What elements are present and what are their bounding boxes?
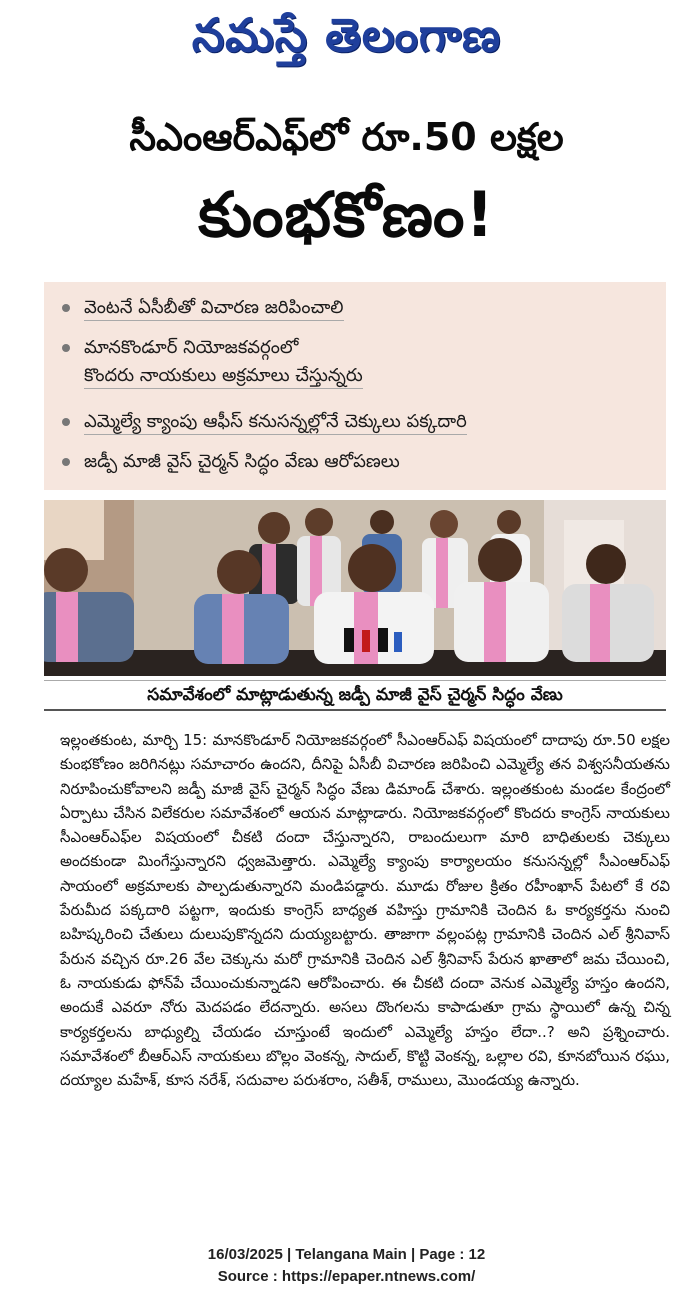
article-headline: కుంభకోణం!: [198, 178, 495, 251]
source-label: Source :: [217, 1268, 282, 1285]
bullet-icon: [62, 344, 70, 352]
highlight-text: ఎమ్మెల్యే క్యాంపు ఆఫీస్ కనుసన్నల్లోనే చెక్కులు పక్కదారి: [84, 411, 467, 435]
publication-meta: 16/03/2025 | Telangana Main | Page : 12: [207, 1246, 486, 1263]
highlights-box: [44, 282, 666, 490]
article-paragraph: ఇల్లంతకుంట, మార్చి 15: మానకొండూర్ నియోజకవర్గంలో సీఎంఆర్ఎఫ్ విషయంలో దాదాపు రూ.50 లక్షల కుంభకోణం జరిగినట్లు సమాచారం ఉందని, దీనిపై ఏసీబీ విచారణ జరిపించి ఎమ్మెల్యే తన విశ్వసనీయతను నిరూపించుకోవాలని జడ్పీ మాజీ వైస్ చైర్మన్ సిద్ధం వేణు డిమాండ్ చేశారు. ఇల్లంతకుంట మండల కేంద్రంలో ఏర్పాటు చేసిన విలేకరుల సమావేశంలో ఆయన మాట్లాడారు. నియోజకవర్గంలో కొందరు కాంగ్రెస్ నాయకులు సీఎంఆర్ఎఫ్‌ల విషయంలో చీకటి దందా చేస్తున్నారని, రాబందులుగా మారి బాధితులకు చెక్కులు అందకుండా మింగేస్తున్నారని ధ్వజమెత్తారు. ఎమ్మెల్యే క్యాంపు కార్యాలయం కనుసన్నల్లో సీఎంఆర్ఎఫ్ సాయంలో అక్రమాలకు పాల్పడుతున్నారని మండిపడ్డారు. మూడు రోజుల క్రితం రహీంఖాన్ పేటలో కే రవి పేరుమీద పక్కదారి పట్టగా, ఇందుకు కాంగ్రెస్ బాధ్యత వహిస్తు గ్రామానికి చెందిన ఓ కార్యకర్తను నుంచి బహిష్కరించి చేతులు దులుపుకొన్నదని దుయ్యబట్టారు. తాజాగా వల్లంపట్ల గ్రామానికి చెందిన ఎల్ శ్రీనివాస్ పేరున వచ్చిన రూ.26 వేల చెక్కును మరో గ్రామానికి చెందిన ఎల్ శ్రీనివాస్ పేరున ఖాతాలో జమ చేయించి, ఓ నాయకుడు ఫోన్‌పే చేయించుకున్నాడని ఆరోపించారు. ఈ చీకటి దందా వెనుక ఎమ్మెల్యే హస్తం ఉందని, అందుకే ఎవరూ నోరు మెదపడం లేదన్నారు. అసలు దొంగలను కాపాడుతూ గ్రామ స్థాయిలో ఉన్న చిన్న కార్యకర్తలను బాధ్యుల్ని చేయడం చూస్తుంటే ఇందులో ఎమ్మెల్యే హస్తం లేదా..? అని ప్రశ్నించారు. సమావేశంలో బీఆర్ఎస్ నాయకులు బొల్లం వెంకన్న, సాదుల్, కొట్టి వెంకన్న, ఒల్లాల రవి, కూనబోయిన రఘు, దయ్యాల మహేశ్, కూస నరేశ్, సదువాల పరుశరాం, సతీశ్, రాములు, మొండయ్య ఉన్నారు.: [60, 731, 670, 1090]
article-body: [60, 728, 670, 1092]
highlight-text-continued: కొందరు నాయకులు అక్రమాలు చేస్తున్నరు: [84, 365, 363, 389]
source-line: [0, 1266, 693, 1288]
press-meet-photo: [44, 500, 666, 676]
source-link[interactable]: https://epaper.ntnews.com/: [281, 1268, 476, 1285]
masthead-title: నమస్తే తెలంగాణ: [191, 8, 502, 62]
highlight-item: [62, 294, 344, 322]
newspaper-masthead: [0, 8, 693, 78]
bullet-icon: [62, 418, 70, 426]
highlight-text: జడ్పీ మాజీ వైస్ చైర్మన్ సిద్ధం వేణు ఆరోపణలు: [84, 451, 400, 472]
highlight-text: వెంటనే ఏసీబీతో విచారణ జరిపించాలి: [84, 297, 344, 321]
highlight-item: [62, 334, 363, 390]
bullet-icon: [62, 304, 70, 312]
press-meet-illustration: [44, 500, 666, 676]
page-footer: [0, 1244, 693, 1288]
highlight-text: మానకొండూర్ నియోజకవర్గంలో: [84, 337, 299, 358]
bullet-icon: [62, 458, 70, 466]
highlight-item: [62, 408, 467, 436]
highlight-item: [62, 448, 400, 476]
photo-caption: సమావేశంలో మాట్లాడుతున్న జడ్పీ మాజీ వైస్ చైర్మన్ సిద్ధం వేణు: [44, 680, 666, 711]
article-kicker: సీఎంఆర్ఎఫ్‌లో రూ.50 లక్షల: [129, 115, 564, 159]
